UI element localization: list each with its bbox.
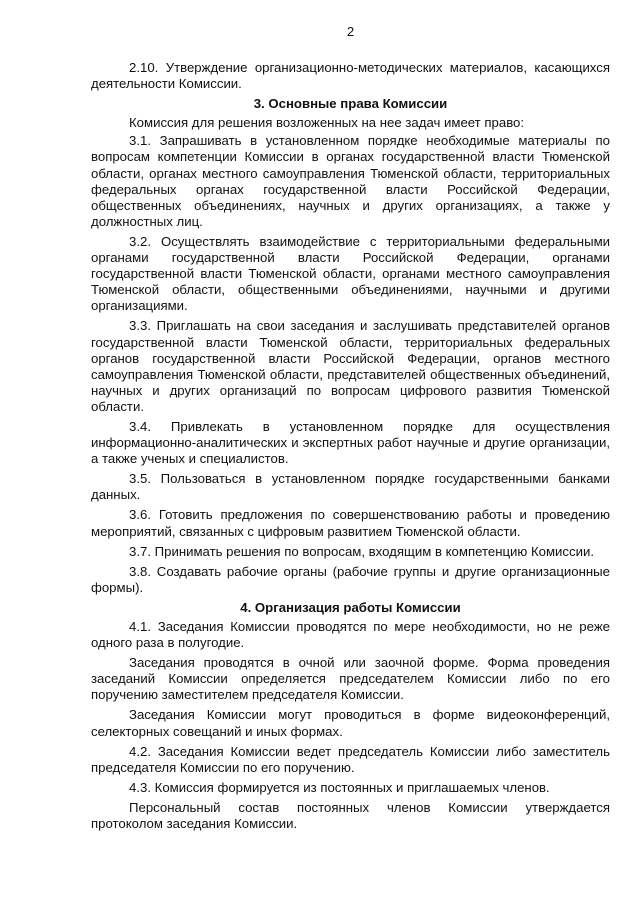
paragraph-3-6: 3.6. Готовить предложения по совершенствованию работы и проведению мероприятий, связанных с цифровым развитием Тюменской области. xyxy=(91,507,610,539)
paragraph-3-5: 3.5. Пользоваться в установленном порядке государственными банками данных. xyxy=(91,471,610,503)
paragraph-3-7: 3.7. Принимать решения по вопросам, входящим в компетенцию Комиссии. xyxy=(129,543,594,559)
document-page xyxy=(91,24,610,836)
paragraph-4-3-composition: Персональный состав постоянных членов Комиссии утверждается протоколом заседания Комиссии. xyxy=(91,799,610,832)
paragraph-4-1-video: Заседания Комиссии могут проводиться в форме видеоконференций, селекторных совещаний и иных формах. xyxy=(91,707,610,739)
section-4-heading: 4. Организация работы Комиссии xyxy=(240,599,461,615)
paragraph-4-1-form: Заседания проводятся в очной или заочной форме. Форма проведения заседаний Комиссии определяется председателем Комиссии либо по его поручению заместителем председателя Комиссии. xyxy=(91,655,610,703)
section-3-intro: Комиссия для решения возложенных на нее задач имеет право: xyxy=(129,115,525,131)
page-number: 2 xyxy=(346,24,355,39)
paragraph-3-1: 3.1. Запрашивать в установленном порядке необходимые материалы по вопросам компетенции Комиссии в органах государственной власти Тюменской области, органах местного самоуправления Тюменской области, территориальных федеральных органах государственной власти Российской Федерации, общественных объединениях, научных и других организациях, а также у должностных лиц. xyxy=(91,133,610,229)
paragraph-4-2: 4.2. Заседания Комиссии ведет председатель Комиссии либо заместитель председателя Комиссии по его поручению. xyxy=(91,743,610,775)
paragraph-2-10: 2.10. Утверждение организационно-методических материалов, касающихся деятельности Комиссии. xyxy=(91,60,610,92)
paragraph-4-3: 4.3. Комиссия формируется из постоянных и приглашаемых членов. xyxy=(129,779,550,795)
section-3-heading: 3. Основные права Комиссии xyxy=(253,96,448,112)
paragraph-3-3: 3.3. Приглашать на свои заседания и заслушивать представителей органов государственной власти Тюменской области, территориальных федеральных органов государственной власти Российской Федерации, органов местного самоуправления Тюменской области, представителей общественных объединений, научных и других организаций по вопросам цифрового развития Тюменской области. xyxy=(91,318,610,414)
paragraph-3-8: 3.8. Создавать рабочие органы (рабочие группы и другие организационные формы). xyxy=(91,563,610,595)
paragraph-3-4: 3.4. Привлекать в установленном порядке для осуществления информационно-аналитических и экспертных работ научные и другие организации, а также ученых и специалистов. xyxy=(91,418,610,467)
paragraph-3-2: 3.2. Осуществлять взаимодействие с территориальными федеральными органами государственной власти Российской Федерации, органами государственной власти Тюменской области, органами местного самоуправления Тюменской области, общественными объединениями, научными и другими организациями. xyxy=(91,233,610,314)
paragraph-4-1: 4.1. Заседания Комиссии проводятся по мере необходимости, но не реже одного раза в полугодие. xyxy=(91,619,610,651)
